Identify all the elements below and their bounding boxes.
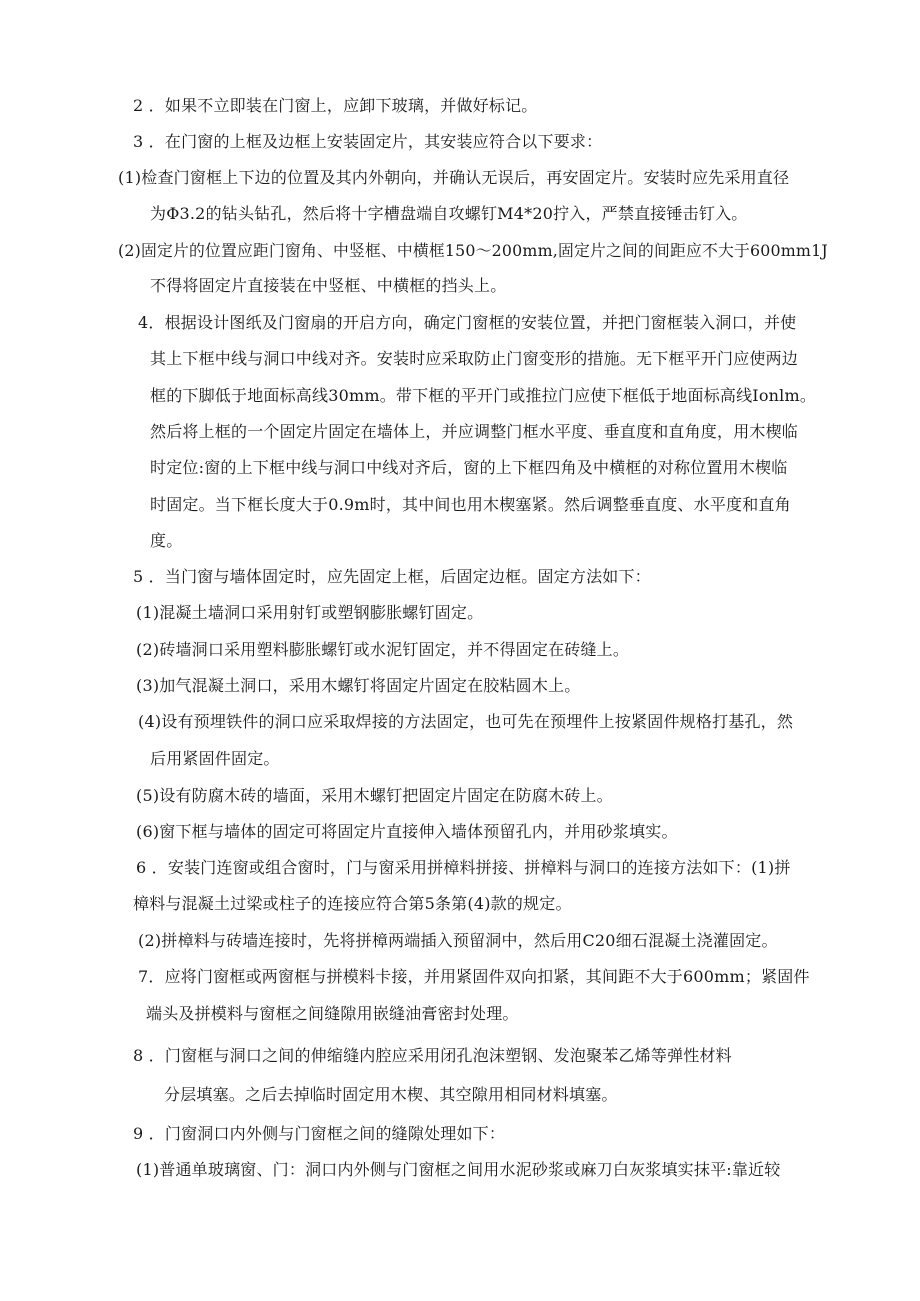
text-line: 7．应将门窗框或两窗框与拼模料卡接，并用紧固件双向扣紧，其间距不大于600mm；紧固件: [138, 967, 810, 986]
text-line: 3 ．在门窗的上框及边框上安装固定片，其安装应符合以下要求：: [133, 132, 603, 151]
text-line: 时固定。当下框长度大于0.9m时，其中间也用木楔塞紧。然后调整垂直度、水平度和直角: [150, 495, 791, 514]
text-line: 不得将固定片直接装在中竖框、中横框的挡头上。: [150, 276, 507, 295]
text-line: (1)检查门窗框上下边的位置及其内外朝向，并确认无误后，再安固定片。安装时应先采用直径: [118, 168, 790, 187]
text-line: (2)固定片的位置应距门窗角、中竖框、中横框150～200mm,固定片之间的间距应不大于600mm1J: [118, 241, 828, 260]
text-line: 6 ．安装门连窗或组合窗时，门与窗采用拼樟料拼接、拼樟料与洞口的连接方法如下：(1)拼: [136, 858, 791, 877]
text-line: (1)普通单玻璃窗、门：洞口内外侧与门窗框之间用水泥砂浆或麻刀白灰浆填实抹平:靠近较: [136, 1160, 781, 1179]
text-line: (2)砖墙洞口采用塑料膨胀螺钉或水泥钉固定，并不得固定在砖缝上。: [136, 640, 630, 659]
text-line: (6)窗下框与墙体的固定可将固定片直接伸入墙体预留孔内，并用砂浆填实。: [136, 822, 678, 841]
text-line: 5 ．当门窗与墙体固定时，应先固定上框，后固定边框。固定方法如下：: [133, 567, 651, 586]
text-line: (1)混凝土墙洞口采用射钉或塑钢膨胀螺钉固定。: [136, 603, 484, 622]
text-line: 2 ．如果不立即装在门窗上，应卸下玻璃，并做好标记。: [133, 96, 538, 115]
text-line: 后用紧固件固定。: [150, 749, 280, 768]
text-line: 4．根据设计图纸及门窗扇的开启方向，确定门窗框的安装位置，并把门窗框装入洞口，并使: [138, 313, 797, 332]
text-line: 其上下框中线与洞口中线对齐。安装时应采取防止门窗变形的措施。无下框平开门应使两边: [150, 349, 799, 368]
text-line: 框的下脚低于地面标高线30mm。带下框的平开门或推拉门应使下框低于地面标高线Ionlm。: [150, 386, 817, 405]
text-line: 然后将上框的一个固定片固定在墙体上，并应调整门框水平度、垂直度和直角度，用木楔临: [150, 422, 799, 441]
text-line: 时定位:窗的上下框中线与洞口中线对齐后，窗的上下框四角及中横框的对称位置用木楔临: [150, 458, 788, 477]
text-line: 度。: [150, 531, 183, 550]
text-line: (3)加气混凝土洞口，采用木螺钉将固定片固定在胶粘圆木上。: [136, 676, 581, 695]
text-line: 9 ．门窗洞口内外侧与门窗框之间的缝隙处理如下：: [133, 1124, 506, 1143]
text-line: (2)拼樟料与砖墙连接时，先将拼樟两端插入预留洞中，然后用C20细石混凝土浇灌固定。: [138, 931, 778, 950]
text-line: 为Φ3.2的钻头钻孔，然后将十字槽盘端自攻螺钉M4*20拧入，严禁直接锤击钉入。: [150, 204, 748, 223]
text-line: (5)设有防腐木砖的墙面，采用木螺钉把固定片固定在防腐木砖上。: [136, 786, 613, 805]
text-line: 樟料与混凝土过梁或柱子的连接应符合第5条第(4)款的规定。: [133, 894, 572, 913]
text-line: 分层填塞。之后去掉临时固定用木楔、其空隙用相同材料填塞。: [164, 1085, 618, 1104]
text-line: 端头及拼模料与窗框之间缝隙用嵌缝油膏密封处理。: [146, 1004, 519, 1023]
text-line: 8 ．门窗框与洞口之间的伸缩缝内腔应采用闭孔泡沫塑钢、发泡聚苯乙烯等弹性材料: [133, 1046, 732, 1065]
text-line: (4)设有预埋铁件的洞口应采取焊接的方法固定，也可先在预埋件上按紧固件规格打基孔，然: [138, 712, 794, 731]
